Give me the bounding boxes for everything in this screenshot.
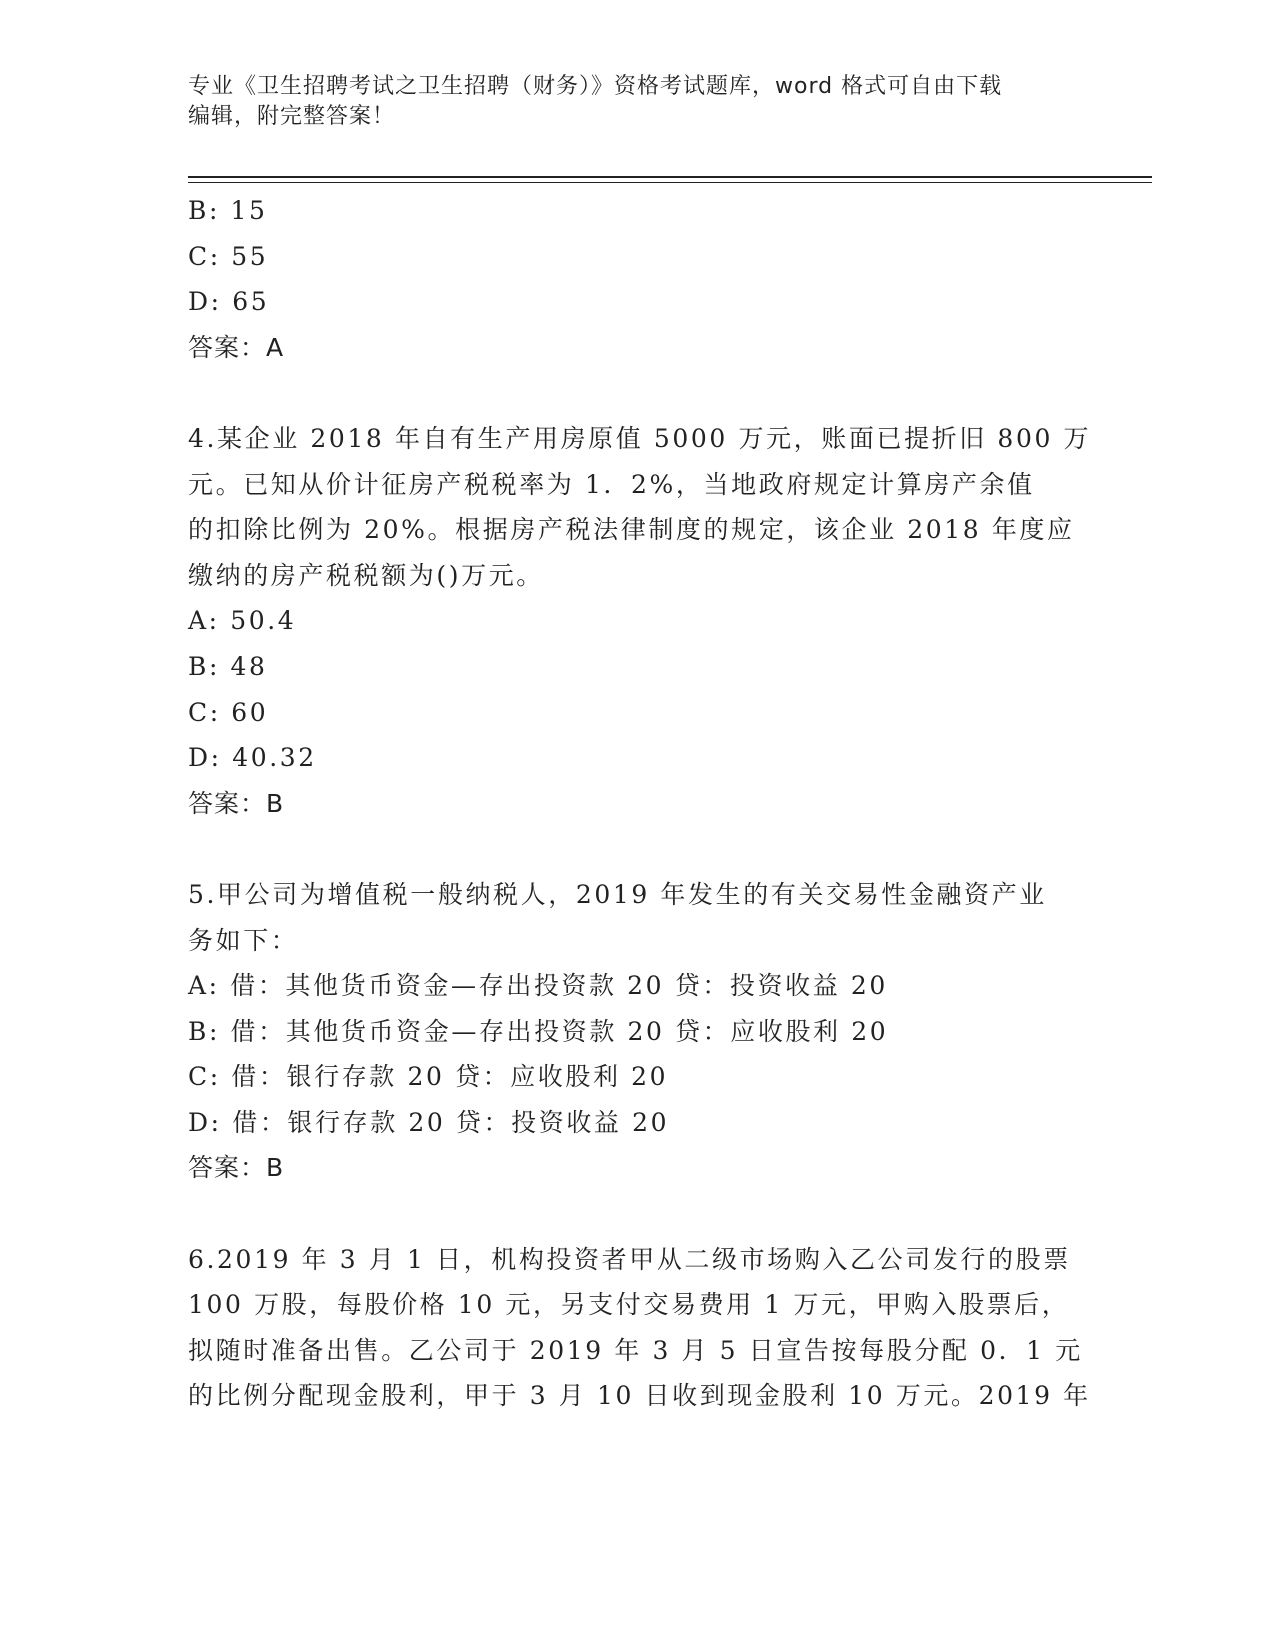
option-line: D: 借：银行存款 20 贷：投资收益 20 <box>188 1107 670 1137</box>
answer-line: 答案：A <box>188 332 285 362</box>
header-rule-thick <box>188 176 1152 178</box>
question-line: 5.甲公司为增值税一般纳税人，2019 年发生的有关交易性金融资产业 <box>188 879 1047 909</box>
header-line-1: 专业《卫生招聘考试之卫生招聘（财务）》资格考试题库，word 格式可自由下载 <box>188 74 1003 99</box>
paragraph-gap <box>188 370 1088 416</box>
question-line: 100 万股，每股价格 10 元，另支付交易费用 1 万元，甲购入股票后， <box>188 1290 1070 1320</box>
option-line: D: 65 <box>188 287 270 317</box>
option-line: B: 48 <box>188 651 268 681</box>
option-line: B: 15 <box>188 196 268 225</box>
document-header <box>188 72 1088 132</box>
option-line: A: 借：其他货币资金—存出投资款 20 贷：投资收益 20 <box>188 971 888 1001</box>
paragraph-gap <box>188 826 1088 872</box>
option-line: C: 60 <box>188 697 269 727</box>
answer-line: 答案：B <box>188 788 285 818</box>
question-line: 的扣除比例为 20%。根据房产税法律制度的规定，该企业 2018 年度应 <box>188 515 1075 545</box>
question-line: 6.2019 年 3 月 1 日，机构投资者甲从二级市场购入乙公司发行的股票 <box>188 1244 1071 1274</box>
question-line: 拟随时准备出售。乙公司于 2019 年 3 月 5 日宣告按每股分配 0．1 元 <box>188 1335 1083 1365</box>
question-line: 的比例分配现金股利，甲于 3 月 10 日收到现金股利 10 万元。2019 年 <box>188 1381 1091 1411</box>
option-line: B: 借：其他货币资金—存出投资款 20 贷：应收股利 20 <box>188 1016 889 1046</box>
header-line-2: 编辑，附完整答案！ <box>188 104 396 129</box>
paragraph-gap <box>188 1191 1088 1237</box>
question-line: 务如下： <box>188 925 299 955</box>
question-line: 4.某企业 2018 年自有生产用房原值 5000 万元，账面已提折旧 800 万 <box>188 423 1092 453</box>
option-line: A: 50.4 <box>188 606 297 636</box>
option-line: D: 40.32 <box>188 743 317 773</box>
option-line: C: 借：银行存款 20 贷：应收股利 20 <box>188 1062 669 1092</box>
header-rule-thin <box>188 182 1152 183</box>
question-line: 元。已知从价计征房产税税率为 1．2%，当地政府规定计算房产余值 <box>188 469 1035 499</box>
question-content <box>188 188 1092 1419</box>
question-line: 缴纳的房产税税额为()万元。 <box>188 560 544 590</box>
option-line: C: 55 <box>188 241 269 271</box>
answer-line: 答案：B <box>188 1153 285 1183</box>
